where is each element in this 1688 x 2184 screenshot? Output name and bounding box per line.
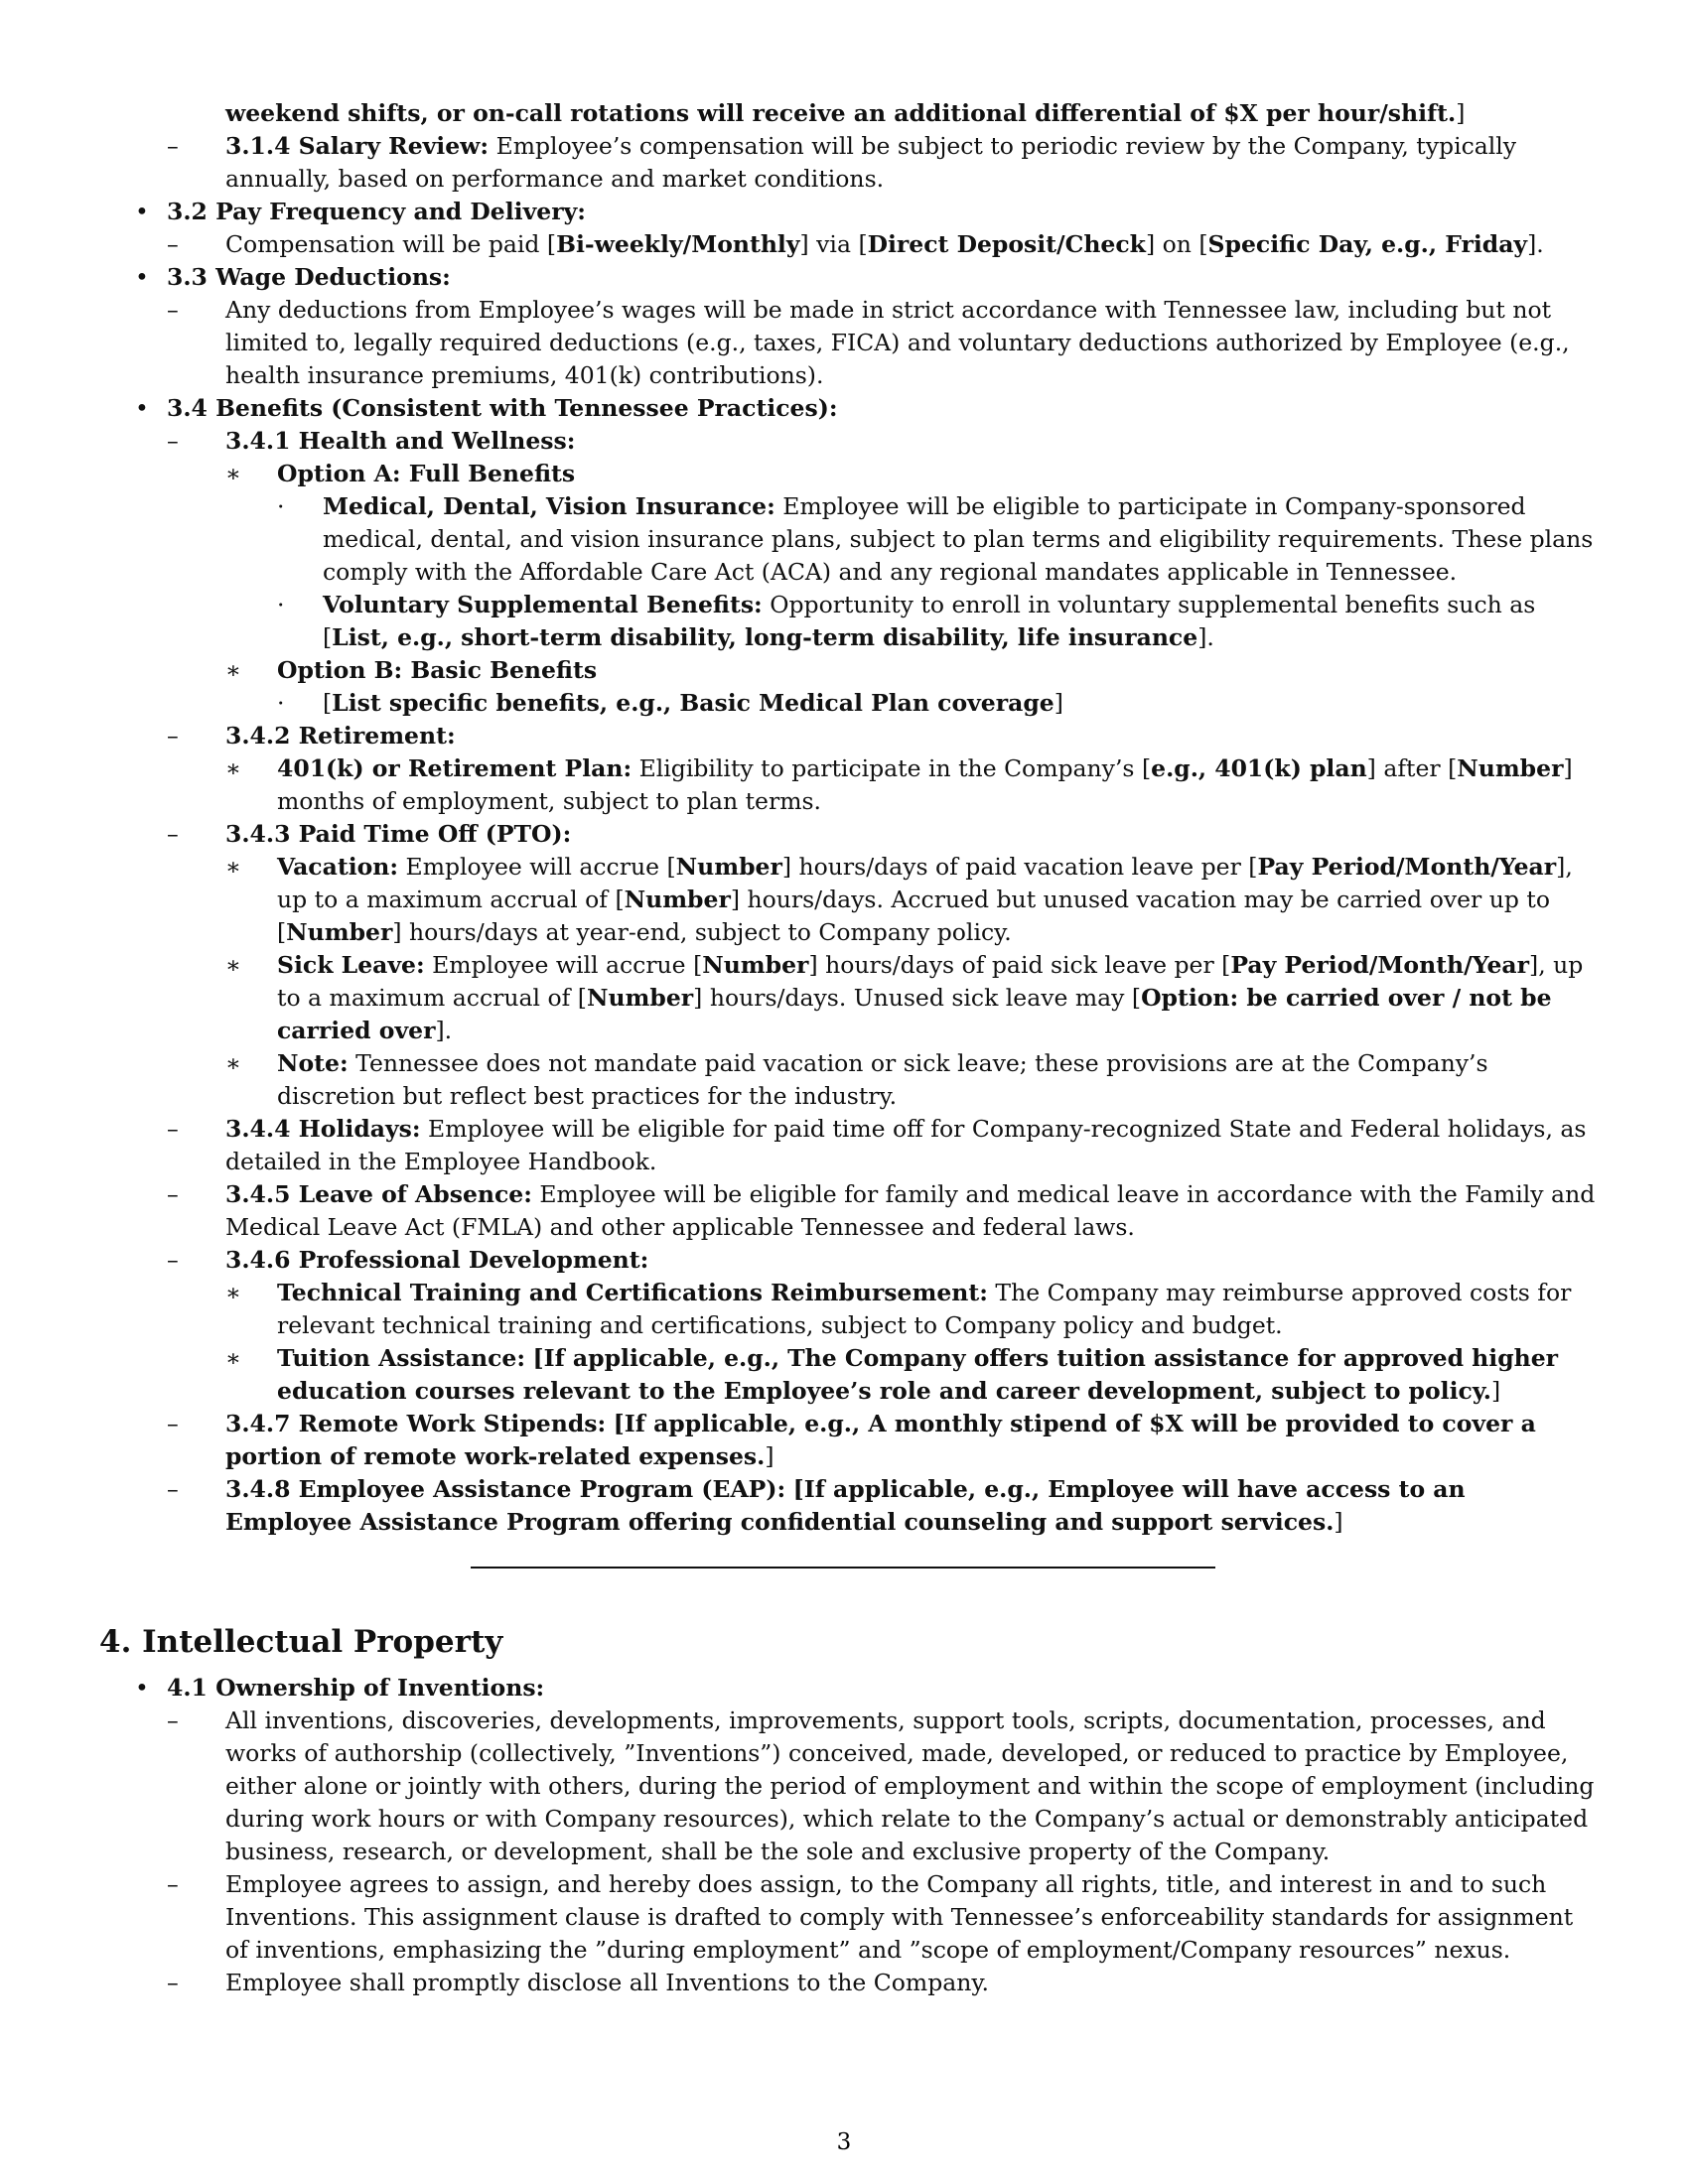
- star-marker: ∗: [225, 1344, 241, 1372]
- list-item: – Any deductions from Employee’s wages will be made in strict accordance with Tennessee law, including but not limited to, legally required deductions (e.g., taxes, FICA) and voluntary deductions authorized by Employee (e.g., health insurance premiums, 401(k) contributions).: [167, 296, 1570, 389]
- list-item-3-4-4: – 3.4.4 Holidays: Employee will be eligible for paid time off for Company-recognized State and Federal holidays, as detailed in the Employee Handbook.: [167, 1115, 1587, 1175]
- dash-marker: –: [167, 1246, 179, 1274]
- bullet-marker: •: [135, 263, 149, 291]
- list-item-vacation: ∗ Vacation: Employee will accrue [Number] hours/days of paid vacation leave per [Pay Period/Month/Year], up to a maximum accrual of [Number] hours/days. Accrued but unused vacation may be carried over up to [Number] hours/days at year-end, subject to Company policy.: [225, 853, 1573, 946]
- bullet-marker: •: [135, 1674, 149, 1702]
- list-item-option-a: ∗ Option A: Full Benefits · Medical, Dental, Vision Insurance: Employee will be eligible to participate in Company-sponsored medical, dental, and vision insurance plans, subject to plan terms and eligibility requirements. These plans comply with the Affordable Care Act (ACA) and any regional mandates applicable in Tennessee. · Voluntary Supplemental Benefits: Opportunity to enroll in voluntary supplemental benefits such as [List, e.g., short-term disability, long-term disability, life insurance].: [225, 458, 1599, 654]
- section-3-list: [99, 130, 1599, 1539]
- list-item-3-4-5: – 3.4.5 Leave of Absence: Employee will be eligible for family and medical leave in accordance with the Family and Medical Leave Act (FMLA) and other applicable Tennessee and federal laws.: [167, 1180, 1596, 1241]
- list-item: – Employee agrees to assign, and hereby does assign, to the Company all rights, title, and interest in and to such Inventions. This assignment clause is drafted to comply with Tennessee’s enforceability standards for assignment of inventions, emphasizing the ”during employment” and ”scope of employment/Company resources” nexus.: [167, 1870, 1574, 1964]
- star-marker: ∗: [225, 853, 241, 881]
- dot-marker: ·: [277, 591, 285, 618]
- list-item-3-4-1: – 3.4.1 Health and Wellness: ∗ Option A: Full Benefits · Medical, Dental, Vision Insurance: Employee will be eligible to participate in Company-sponsored medical, dental, and vision insurance plans, subject to plan terms and eligibility requirements. These plans comply with the Affordable Care Act (ACA) and any regional mandates applicable in Tennessee. · Voluntary Supplemental Benefits: Opportunity to enroll in voluntary supplemental benefits such as [List, e.g., short-term disability, long-term disability, life insurance]. ∗ Option B: Basic Benefits · [List specific benefits, e.g., Basic Medical Plan coverage]: [167, 425, 1599, 720]
- dash-marker: –: [167, 296, 179, 324]
- dash-marker: –: [167, 1410, 179, 1437]
- list-item-sick-leave: ∗ Sick Leave: Employee will accrue [Number] hours/days of paid sick leave per [Pay Period/Month/Year], up to a maximum accrual of [Number] hours/days. Unused sick leave may [Option: be carried over / not be carried over].: [225, 951, 1584, 1044]
- list-item-3-4-8: – 3.4.8 Employee Assistance Program (EAP): [If applicable, e.g., Employee will have access to an Employee Assistance Program offering confidential counseling and support services.]: [167, 1475, 1466, 1536]
- dot-marker: ·: [277, 492, 285, 520]
- star-marker: ∗: [225, 951, 241, 979]
- list-item: – All inventions, discoveries, developments, improvements, support tools, scripts, documentation, processes, and works of authorship (collectively, ”Inventions”) conceived, made, developed, or reduced to practice by Employee, either alone or jointly with others, during the period of employment and within the scope of employment (including during work hours or with Company resources), which relate to the Company’s actual or demonstrably anticipated business, research, or development, shall be the sole and exclusive property of the Company.: [167, 1706, 1595, 1865]
- list-item-note: ∗ Note: Tennessee does not mandate paid vacation or sick leave; these provisions are at the Company’s discretion but reflect best practices for the industry.: [225, 1049, 1488, 1110]
- list-item: [99, 130, 1599, 196]
- document-page: [99, 97, 1599, 1999]
- star-marker: ∗: [225, 754, 241, 782]
- list-item-3-4-3: – 3.4.3 Paid Time Off (PTO): ∗ Vacation: Employee will accrue [Number] hours/days of paid vacation leave per [Pay Period/Month/Year], up to a maximum accrual of [Number] hours/days. Accrued but unused vacation may be carried over up to [Number] hours/days at year-end, subject to Company policy. ∗ Sick Leave: Employee will accrue [Number] hours/days of paid sick leave per [Pay Period/Month/Year], up to a maximum accrual of [Number] hours/days. Unused sick leave may [Option: be carried over / not be carried over]. ∗ Note: Tennessee does not mandate paid vacation or sick leave; these provisions are at the Company’s discretion but reflect best practices for the industry.: [167, 818, 1599, 1113]
- list-item-3-4-7: – 3.4.7 Remote Work Stipends: [If applicable, e.g., A monthly stipend of $X will be provided to cover a portion of remote work-related expenses.]: [167, 1410, 1536, 1470]
- dash-marker: –: [167, 1870, 179, 1898]
- list-item-3-4-2: – 3.4.2 Retirement: ∗ 401(k) or Retirement Plan: Eligibility to participate in the Company’s [e.g., 401(k) plan] after [Number] months of employment, subject to plan terms.: [167, 720, 1599, 818]
- list-item-3-2: • 3.2 Pay Frequency and Delivery: – Compensation will be paid [Bi-weekly/Monthly] via [Direct Deposit/Check] on [Specific Day, e.g., Friday].: [99, 196, 1599, 261]
- list-item-tuition: ∗ Tuition Assistance: [If applicable, e.g., The Company offers tuition assistance for approved higher education courses relevant to the Employee’s role and career development, subject to policy.]: [225, 1344, 1559, 1405]
- star-marker: ∗: [225, 656, 241, 684]
- bullet-marker: •: [135, 394, 149, 422]
- dash-marker: –: [167, 1180, 179, 1208]
- list-item-option-b: ∗ Option B: Basic Benefits · [List specific benefits, e.g., Basic Medical Plan coverage]: [225, 654, 1599, 720]
- page-number: 3: [836, 2129, 852, 2155]
- dash-marker: –: [167, 820, 179, 848]
- dash-marker: –: [167, 1706, 179, 1734]
- star-marker: ∗: [225, 460, 241, 487]
- list-item-voluntary: · Voluntary Supplemental Benefits: Opportunity to enroll in voluntary supplemental benefits such as [List, e.g., short-term disability, long-term disability, life insurance].: [277, 591, 1536, 651]
- list-item-technical-training: ∗ Technical Training and Certifications Reimbursement: The Company may reimburse approved costs for relevant technical training and certifications, subject to Company policy and budget.: [225, 1279, 1572, 1339]
- continuation-text: weekend shifts, or on-call rotations will receive an additional differential of $X per hour/shift.]: [225, 99, 1466, 127]
- list-item: – Employee shall promptly disclose all Inventions to the Company.: [167, 1967, 1599, 1999]
- dash-marker: –: [167, 1115, 179, 1143]
- dash-marker: –: [167, 230, 179, 258]
- dash-marker: –: [167, 427, 179, 455]
- list-item-3-4-6: – 3.4.6 Professional Development: ∗ Technical Training and Certifications Reimbursement: The Company may reimburse approved costs for relevant technical training and certifications, subject to Company policy and budget. ∗ Tuition Assistance: [If applicable, e.g., The Company offers tuition assistance for approved higher education courses relevant to the Employee’s role and career development, subject to policy.]: [167, 1244, 1599, 1408]
- list-item-3-4: • 3.4 Benefits (Consistent with Tennessee Practices): – 3.4.1 Health and Wellness: ∗ Option A: Full Benefits · Medical, Dental, Vision Insurance: Employee will be eligible to participate in Company-sponsored medical, dental, and vision insurance plans, subject to plan terms and eligibility requirements. These plans comply with the Affordable Care Act (ACA) and any regional mandates applicable in Tennessee. · Voluntary Supplemental Benefits: Opportunity to enroll in voluntary supplemental benefits such as [List, e.g., short-term disability, long-term disability, life insurance]. ∗ Option B: Basic Benefits · [List specific benefits, e.g., Basic Medical Plan coverage] – 3.4.2 Retirement: ∗ 401(k) or Retirement Plan: Eligibility to participate in the Company’s [e.g., 401(k) plan] after [Number] months of employment, subject to plan terms. – 3.4.3 Paid Time Off (PTO): ∗ Vacation: Employee will accrue [Number] hours/days of paid vacation leave per [Pay Period/Month/Year], up to a maximum accrual of [Number] hours/days. Accrued but unused vacation may be carried over up to [Number] hours/days at year-end, subject to Company policy. ∗ Sick Leave: Employee will accrue [Number] hours/days of paid sick leave per [Pay Period/Month/Year], up to a maximum accrual of [Number] hours/days. Unused sick leave may [Option: be carried over / not be carried over]. ∗ Note: Tennessee does not mandate paid vacation or sick leave; these provisions are at the Company’s discretion but reflect best practices for the industry. – 3.4.4 Holidays: Employee will be eligible for paid time off for Company-recognized State and Federal holidays, as detailed in the Employee Handbook. – 3.4.5 Leave of Absence: Employee will be eligible for family and medical leave in accordance with the Family and Medical Leave Act (FMLA) and other applicable Tennessee and federal laws. – 3.4.6 Professional Development: ∗ Technical Training and Certifications Reimbursement: The Company may reimburse approved costs for relevant technical training and certifications, subject to Company policy and budget. ∗ Tuition Assistance: [If applicable, e.g., The Company offers tuition assistance for approved higher education courses relevant to the Employee’s role and career development, subject to policy.] – 3.4.7 Remote Work Stipends: [If applicable, e.g., A monthly stipend of $X will be provided to cover a portion of remote work-related expenses.] – 3.4.8 Employee Assistance Program (EAP): [If applicable, e.g., Employee will have access to an Employee Assistance Program offering confidential counseling and support services.]: [99, 392, 1599, 1539]
- list-item: · [List specific benefits, e.g., Basic Medical Plan coverage]: [277, 687, 1599, 720]
- list-item-retirement-plan: ∗ 401(k) or Retirement Plan: Eligibility to participate in the Company’s [e.g., 401(k) plan] after [Number] months of employment, subject to plan terms.: [225, 754, 1573, 815]
- star-marker: ∗: [225, 1049, 241, 1077]
- list-item-3-3: • 3.3 Wage Deductions: – Any deductions from Employee’s wages will be made in strict accordance with Tennessee law, including but not limited to, legally required deductions (e.g., taxes, FICA) and voluntary deductions authorized by Employee (e.g., health insurance premiums, 401(k) contributions).: [99, 261, 1599, 392]
- dash-marker: –: [167, 1969, 179, 1996]
- list-item: – Compensation will be paid [Bi-weekly/Monthly] via [Direct Deposit/Check] on [Specific Day, e.g., Friday].: [167, 228, 1599, 261]
- section-divider: [471, 1567, 1215, 1569]
- dash-marker: –: [167, 132, 179, 160]
- list-item-medical: · Medical, Dental, Vision Insurance: Employee will be eligible to participate in Company-sponsored medical, dental, and vision insurance plans, subject to plan terms and eligibility requirements. These plans comply with the Affordable Care Act (ACA) and any regional mandates applicable in Tennessee.: [277, 492, 1594, 586]
- dash-marker: –: [167, 722, 179, 750]
- section-4-heading: 4. Intellectual Property: [99, 1624, 503, 1660]
- list-item-3-1-4: – 3.1.4 Salary Review: Employee’s compensation will be subject to periodic review by the Company, typically annually, based on performance and market conditions.: [167, 132, 1517, 193]
- bullet-marker: •: [135, 198, 149, 225]
- star-marker: ∗: [225, 1279, 241, 1306]
- list-item-4-1: • 4.1 Ownership of Inventions: – All inventions, discoveries, developments, improvements, support tools, scripts, documentation, processes, and works of authorship (collectively, ”Inventions”) conceived, made, developed, or reduced to practice by Employee, either alone or jointly with others, during the period of employment and within the scope of employment (including during work hours or with Company resources), which relate to the Company’s actual or demonstrably anticipated business, research, or development, shall be the sole and exclusive property of the Company. – Employee agrees to assign, and hereby does assign, to the Company all rights, title, and interest in and to such Inventions. This assignment clause is drafted to comply with Tennessee’s enforceability standards for assignment of inventions, emphasizing the ”during employment” and ”scope of employment/Company resources” nexus. – Employee shall promptly disclose all Inventions to the Company.: [99, 1672, 1599, 1999]
- dash-marker: –: [167, 1475, 179, 1503]
- dot-marker: ·: [277, 689, 285, 717]
- section-4-list: [99, 1672, 1599, 1999]
